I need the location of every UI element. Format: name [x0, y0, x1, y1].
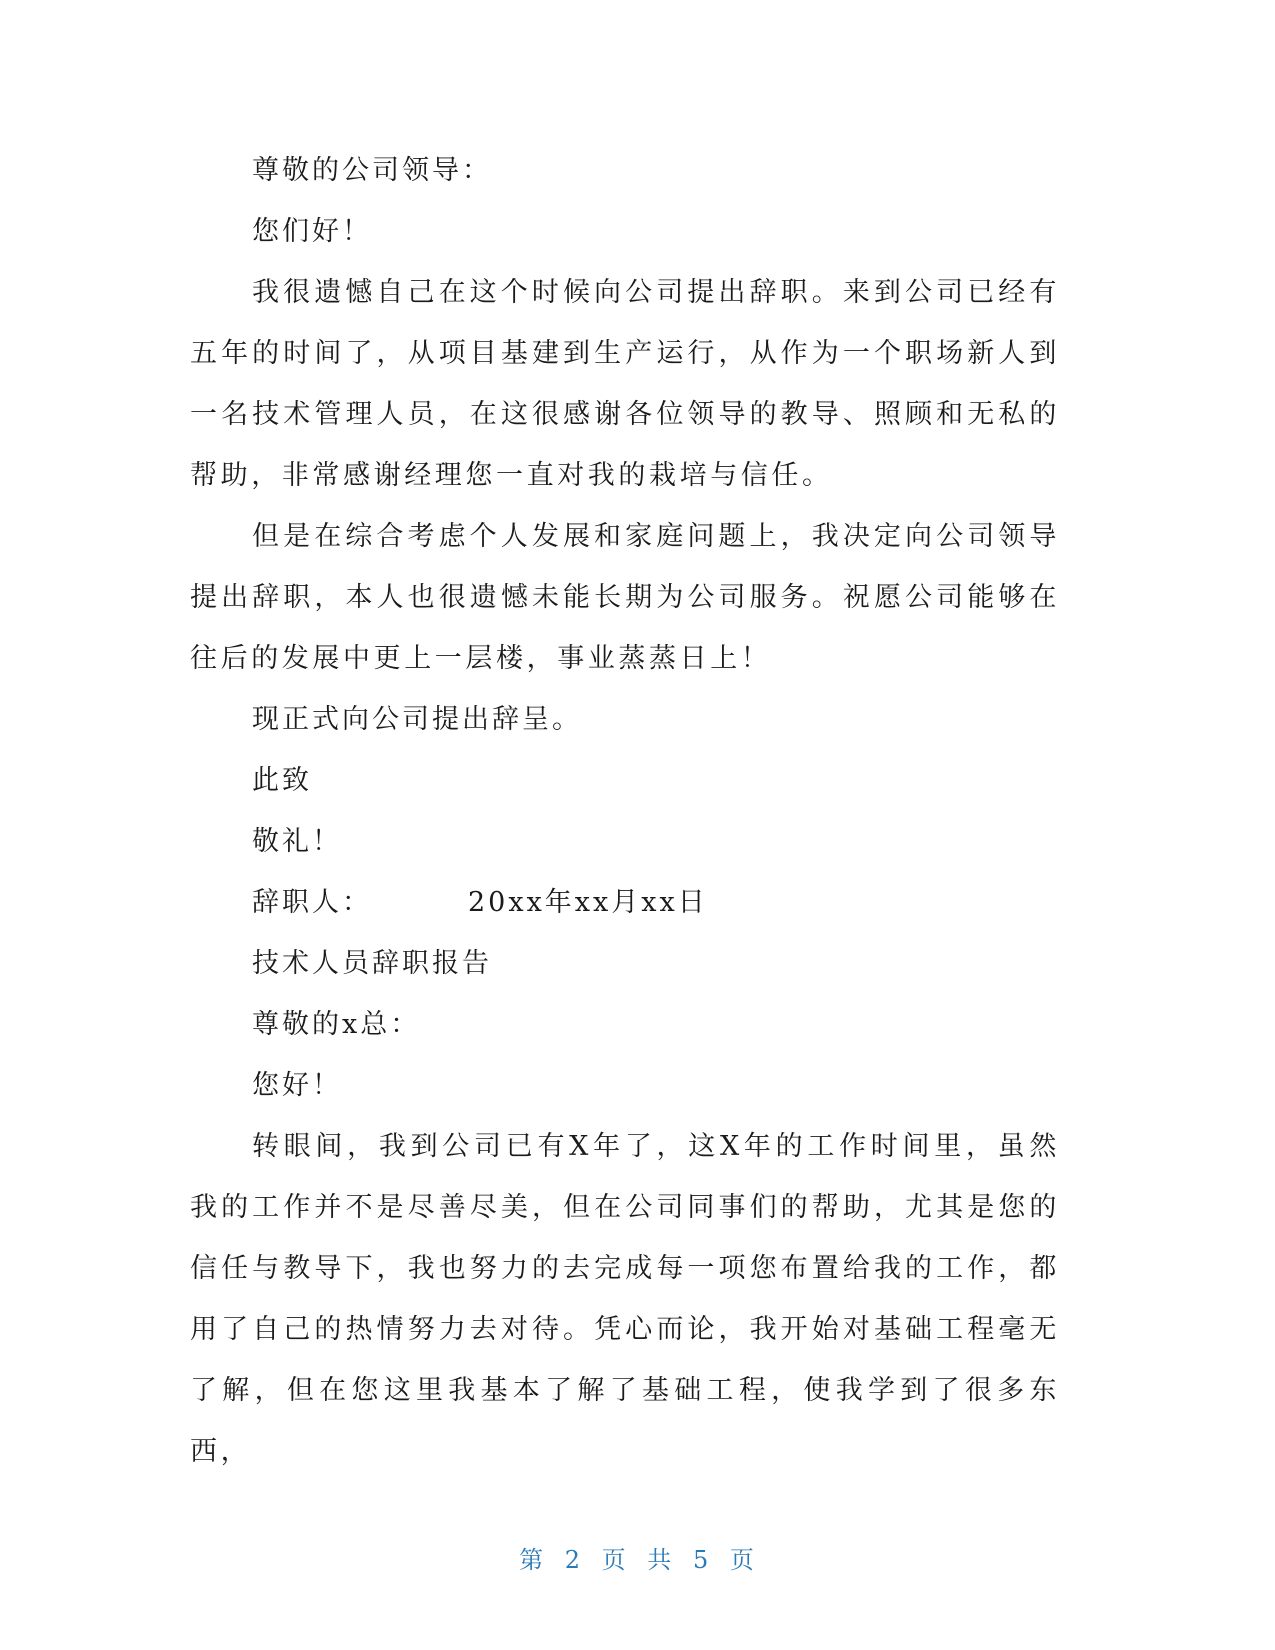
body-paragraph: 转眼间，我到公司已有X年了，这X年的工作时间里，虽然我的工作并不是尽善尽美，但在公司同事们的帮助，尤其是您的信任与教导下，我也努力的去完成每一项您布置给我的工作，都用了自己的热情努力去对待。凭心而论，我开始对基础工程毫无了解，但在您这里我基本了解了基础工程，使我学到了很多东西， — [190, 1131, 1060, 1467]
greeting: 您们好！ — [252, 216, 372, 247]
closing-line: 此致 — [252, 765, 312, 796]
document-body — [190, 140, 1060, 1482]
body-paragraph: 但是在综合考虑个人发展和家庭问题上，我决定向公司领导提出辞职，本人也很遗憾未能长期为公司服务。祝愿公司能够在往后的发展中更上一层楼，事业蒸蒸日上！ — [190, 521, 1060, 674]
salutation: 尊敬的公司领导： — [252, 155, 492, 186]
body-paragraph: 我很遗憾自己在这个时候向公司提出辞职。来到公司已经有五年的时间了，从项目基建到生产运行，从作为一个职场新人到一名技术管理人员，在这很感谢各位领导的教导、照顾和无私的帮助，非常感谢经理您一直对我的栽培与信任。 — [190, 277, 1060, 491]
salutation: 尊敬的x总： — [252, 1009, 421, 1040]
greeting: 您好！ — [252, 1070, 342, 1101]
signer-label: 辞职人： — [252, 887, 372, 918]
signature-line — [190, 872, 1060, 933]
signature-date: 20xx年xx月xx日 — [468, 887, 708, 918]
formal-statement: 现正式向公司提出辞呈。 — [252, 704, 582, 735]
page-number: 第 2 页 共 5 页 — [519, 1546, 756, 1574]
section-title: 技术人员辞职报告 — [252, 948, 492, 979]
closing-line: 敬礼！ — [252, 826, 342, 857]
